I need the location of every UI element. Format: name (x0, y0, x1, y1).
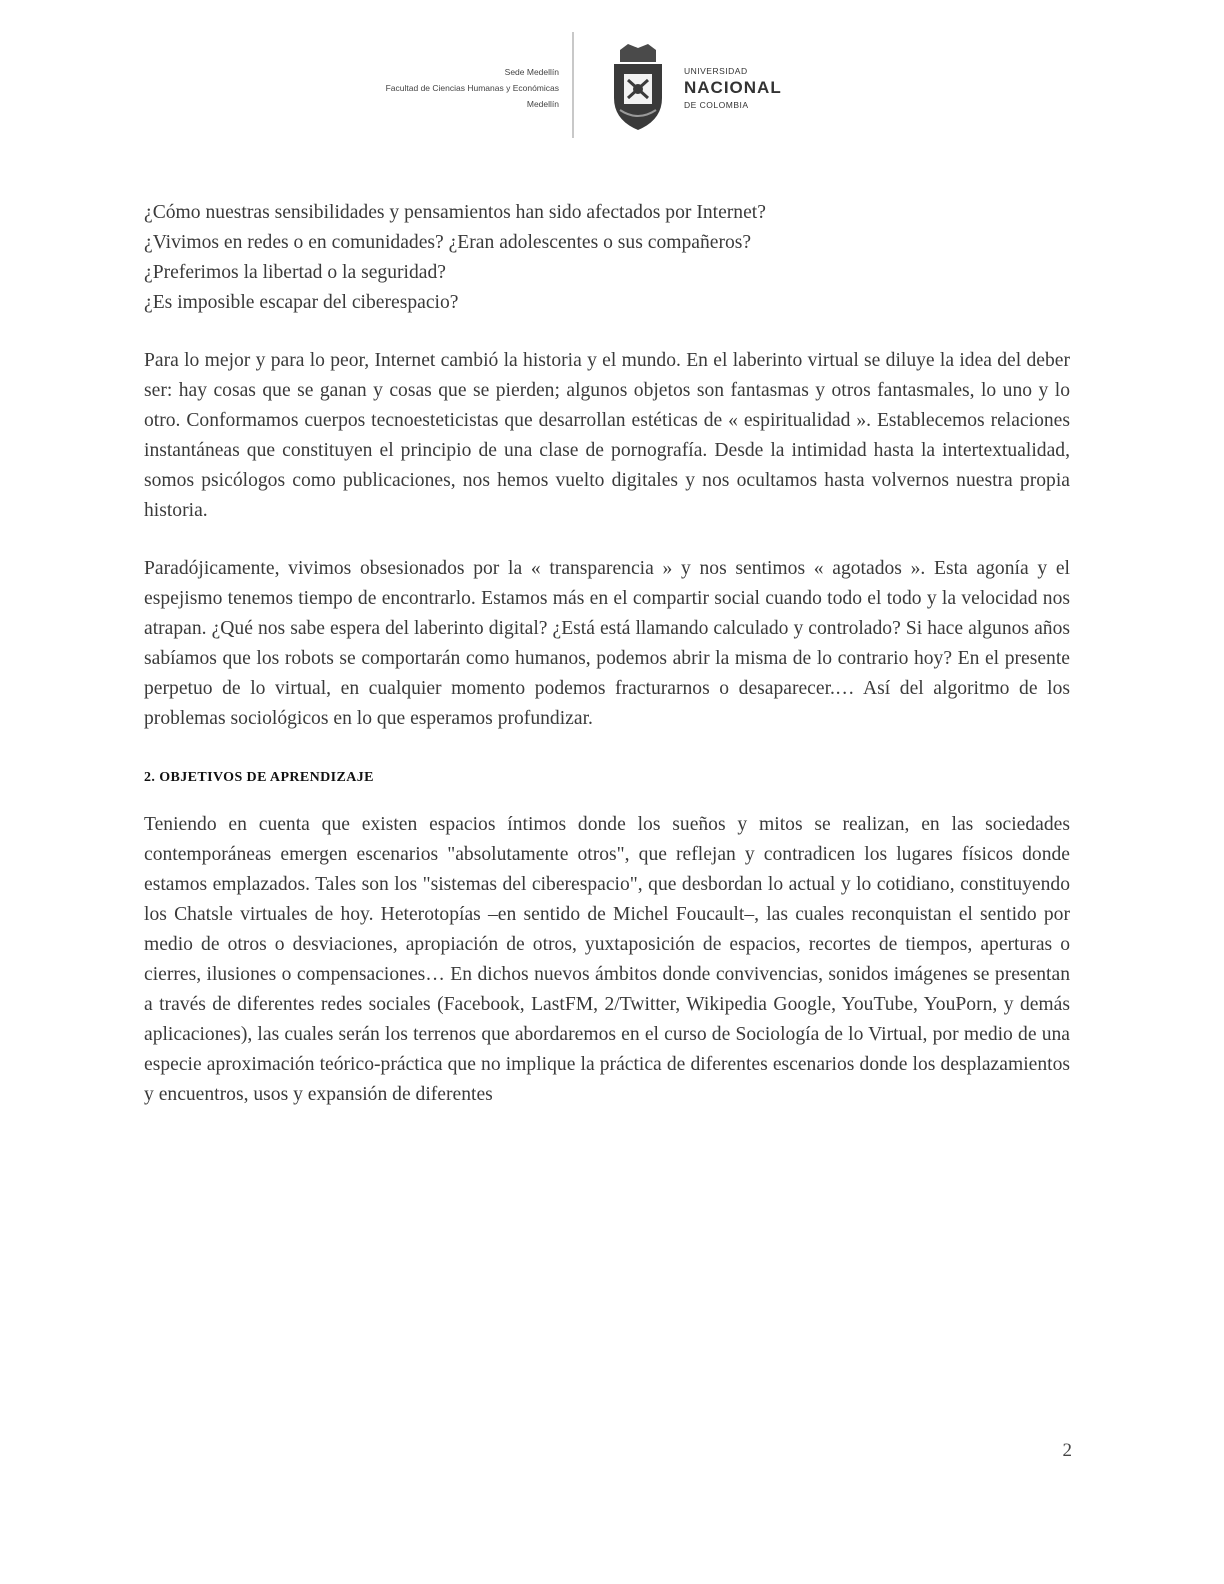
body-paragraph: Paradójicamente, vivimos obsesionados por la « transparencia » y nos sentimos « agotados ». Esta agonía y el espejismo tenemos tiempo de encontrarlo. Estamos más en el compartir social cuando todo el todo y la velocidad nos atrapan. ¿Qué nos sabe espera del laberinto digital? ¿Está está llamando calculado y controlado? Si hace algunos años sabíamos que los robots se comportarán como humanos, podemos abrir la misma de lo contrario hoy? En el presente perpetuo de lo virtual, en cualquier momento podemos fracturarnos o desaparecer.… Así del algoritmo de los problemas sociológicos en lo que esperamos profundizar. (144, 558, 1070, 729)
question-item: ¿Es imposible escapar del ciberespacio? (144, 292, 459, 313)
question-item: ¿Preferimos la libertad o la seguridad? (144, 262, 446, 283)
header-left-line: Facultad de Ciencias Humanas y Económicas (385, 83, 559, 93)
university-line-top: UNIVERSIDAD (684, 66, 748, 76)
document-body (144, 198, 1070, 1110)
header-left-line: Medellín (526, 99, 559, 109)
page-number: 2 (1062, 1440, 1072, 1461)
question-item: ¿Vivimos en redes o en comunidades? ¿Eran adolescentes o sus compañeros? (144, 232, 752, 253)
university-line-middle: NACIONAL (684, 78, 782, 97)
question-list (144, 198, 1070, 318)
header-left-line: Sede Medellín (504, 67, 559, 77)
header-left-text (386, 64, 559, 112)
university-line-bottom: DE COLOMBIA (684, 100, 749, 110)
question-item: ¿Cómo nuestras sensibilidades y pensamientos han sido afectados por Internet? (144, 202, 766, 223)
header-right-text (684, 64, 782, 112)
page-header (0, 32, 1224, 138)
section-paragraph: Teniendo en cuenta que existen espacios íntimos donde los sueños y mitos se realizan, en las sociedades contemporáneas emergen escenarios "absolutamente otros", que reflejan y contradicen los lugares físicos donde estamos emplazados. Tales son los "sistemas del ciberespacio", que desbordan lo actual y lo cotidiano, constituyendo los Chatsle virtuales de hoy. Heterotopías –en sentido de Michel Foucault–, las cuales reconquistan el sentido por medio de otros o desviaciones, apropiación de otros, yuxtaposición de espacios, recortes de tiempos, aperturas o cierres, ilusiones o compensaciones… En dichos nuevos ámbitos donde convivencias, sonidos imágenes se presentan a través de diferentes redes sociales (Facebook, LastFM, 2/Twitter, Wikipedia Google, YouTube, YouPorn, y demás aplicaciones), las cuales serán los terrenos que abordaremos en el curso de Sociología de lo Virtual, por medio de una especie aproximación teórico-práctica que no implique la práctica de diferentes escenarios donde los desplazamientos y encuentros, usos y expansión de diferentes (144, 814, 1070, 1105)
section-heading: 2. OBJETIVOS DE APRENDIZAJE (144, 770, 374, 785)
university-shield-icon (606, 40, 670, 132)
header-divider (572, 32, 574, 138)
body-paragraph: Para lo mejor y para lo peor, Internet cambió la historia y el mundo. En el laberinto virtual se diluye la idea del deber ser: hay cosas que se ganan y cosas que se pierden; algunos objetos son fantasmas y otros fantasmales, lo uno y lo otro. Conformamos cuerpos tecnoesteticistas que desarrollan estéticas de « espiritualidad ». Establecemos relaciones instantáneas que constituyen el principio de una clase de pornografía. Desde la intimidad hasta la intertextualidad, somos psicólogos como publicaciones, nos hemos vuelto digitales y nos ocultamos hasta volvernos nuestra propia historia. (144, 350, 1070, 521)
